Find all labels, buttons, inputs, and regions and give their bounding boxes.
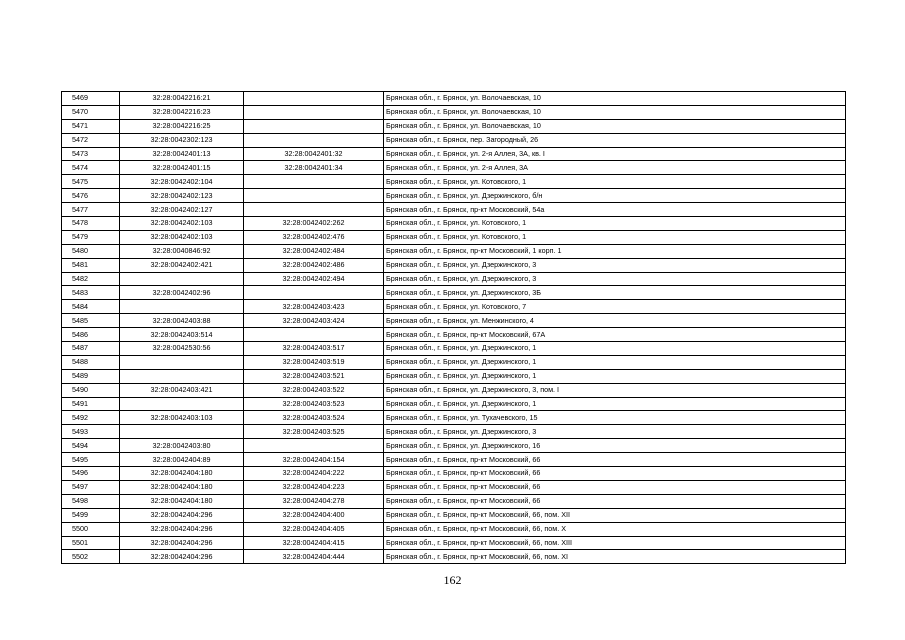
object-cadastral-number-cell: 32:28:0042403:522 xyxy=(244,383,384,397)
cadastral-number-cell xyxy=(120,369,244,383)
address-cell: Брянская обл., г. Брянск, ул. Дзержинского, 3, пом. I xyxy=(384,383,846,397)
cadastral-number-cell: 32:28:0042403:80 xyxy=(120,439,244,453)
table-row xyxy=(62,369,846,383)
row-number-cell: 5488 xyxy=(62,355,120,369)
table-row xyxy=(62,161,846,175)
cadastral-number-cell: 32:28:0042402:103 xyxy=(120,217,244,231)
address-cell: Брянская обл., г. Брянск, пр-кт Московский, 1 корп. 1 xyxy=(384,244,846,258)
object-cadastral-number-cell: 32:28:0042404:223 xyxy=(244,480,384,494)
object-cadastral-number-cell: 32:28:0042402:484 xyxy=(244,244,384,258)
object-cadastral-number-cell xyxy=(244,92,384,106)
cadastral-number-cell xyxy=(120,300,244,314)
address-cell: Брянская обл., г. Брянск, ул. Волочаевская, 10 xyxy=(384,105,846,119)
row-number-cell: 5495 xyxy=(62,453,120,467)
row-number-cell: 5491 xyxy=(62,397,120,411)
table-row xyxy=(62,105,846,119)
object-cadastral-number-cell: 32:28:0042403:517 xyxy=(244,342,384,356)
row-number-cell: 5501 xyxy=(62,536,120,550)
object-cadastral-number-cell xyxy=(244,439,384,453)
object-cadastral-number-cell: 32:28:0042404:154 xyxy=(244,453,384,467)
object-cadastral-number-cell: 32:28:0042403:521 xyxy=(244,369,384,383)
table-row xyxy=(62,203,846,217)
table-row xyxy=(62,342,846,356)
cadastral-number-cell: 32:28:0042404:180 xyxy=(120,480,244,494)
table-row xyxy=(62,439,846,453)
table-body xyxy=(62,92,846,564)
row-number-cell: 5499 xyxy=(62,508,120,522)
table-row xyxy=(62,119,846,133)
table-row xyxy=(62,314,846,328)
table-row xyxy=(62,300,846,314)
object-cadastral-number-cell xyxy=(244,105,384,119)
object-cadastral-number-cell: 32:28:0042404:415 xyxy=(244,536,384,550)
cadastral-number-cell: 32:28:0042404:180 xyxy=(120,494,244,508)
row-number-cell: 5471 xyxy=(62,119,120,133)
page-number: 162 xyxy=(443,573,462,587)
table-row xyxy=(62,397,846,411)
row-number-cell: 5489 xyxy=(62,369,120,383)
object-cadastral-number-cell xyxy=(244,119,384,133)
table-row xyxy=(62,425,846,439)
cadastral-number-cell: 32:28:0042402:96 xyxy=(120,286,244,300)
address-cell: Брянская обл., г. Брянск, пер. Загородный, 26 xyxy=(384,133,846,147)
row-number-cell: 5478 xyxy=(62,217,120,231)
address-cell: Брянская обл., г. Брянск, ул. Котовского, 7 xyxy=(384,300,846,314)
row-number-cell: 5502 xyxy=(62,550,120,564)
cadastral-number-cell: 32:28:0042404:296 xyxy=(120,522,244,536)
object-cadastral-number-cell: 32:28:0042404:400 xyxy=(244,508,384,522)
address-cell: Брянская обл., г. Брянск, ул. Дзержинского, 1 xyxy=(384,397,846,411)
address-cell: Брянская обл., г. Брянск, ул. Менжинского, 4 xyxy=(384,314,846,328)
object-cadastral-number-cell xyxy=(244,286,384,300)
row-number-cell: 5486 xyxy=(62,328,120,342)
table-row xyxy=(62,133,846,147)
address-cell: Брянская обл., г. Брянск, ул. Волочаевская, 10 xyxy=(384,92,846,106)
cadastral-number-cell: 32:28:0042302:123 xyxy=(120,133,244,147)
address-cell: Брянская обл., г. Брянск, пр-кт Московский, 66 xyxy=(384,494,846,508)
row-number-cell: 5469 xyxy=(62,92,120,106)
table-row xyxy=(62,230,846,244)
address-cell: Брянская обл., г. Брянск, ул. Дзержинского, 3 xyxy=(384,272,846,286)
row-number-cell: 5494 xyxy=(62,439,120,453)
table-row xyxy=(62,244,846,258)
row-number-cell: 5483 xyxy=(62,286,120,300)
row-number-cell: 5493 xyxy=(62,425,120,439)
cadastral-number-cell: 32:28:0042216:21 xyxy=(120,92,244,106)
cadastral-number-cell: 32:28:0042402:103 xyxy=(120,230,244,244)
cadastral-number-cell xyxy=(120,355,244,369)
object-cadastral-number-cell xyxy=(244,175,384,189)
address-cell: Брянская обл., г. Брянск, пр-кт Московский, 66 xyxy=(384,453,846,467)
table-row xyxy=(62,147,846,161)
row-number-cell: 5475 xyxy=(62,175,120,189)
cadastral-number-cell: 32:28:0042403:514 xyxy=(120,328,244,342)
row-number-cell: 5482 xyxy=(62,272,120,286)
row-number-cell: 5474 xyxy=(62,161,120,175)
object-cadastral-number-cell: 32:28:0042404:278 xyxy=(244,494,384,508)
object-cadastral-number-cell: 32:28:0042401:34 xyxy=(244,161,384,175)
address-cell: Брянская обл., г. Брянск, пр-кт Московский, 66, пом. XI xyxy=(384,550,846,564)
address-cell: Брянская обл., г. Брянск, ул. 2-я Аллея, 3А, кв. I xyxy=(384,147,846,161)
object-cadastral-number-cell: 32:28:0042403:519 xyxy=(244,355,384,369)
row-number-cell: 5480 xyxy=(62,244,120,258)
row-number-cell: 5496 xyxy=(62,467,120,481)
table-row xyxy=(62,508,846,522)
row-number-cell: 5479 xyxy=(62,230,120,244)
object-cadastral-number-cell: 32:28:0042404:222 xyxy=(244,467,384,481)
row-number-cell: 5490 xyxy=(62,383,120,397)
row-number-cell: 5472 xyxy=(62,133,120,147)
address-cell: Брянская обл., г. Брянск, ул. Дзержинского, 1 xyxy=(384,342,846,356)
object-cadastral-number-cell: 32:28:0042402:494 xyxy=(244,272,384,286)
address-cell: Брянская обл., г. Брянск, пр-кт Московский, 66 xyxy=(384,480,846,494)
object-cadastral-number-cell: 32:28:0042402:486 xyxy=(244,258,384,272)
address-cell: Брянская обл., г. Брянск, ул. Дзержинского, 3Б xyxy=(384,286,846,300)
object-cadastral-number-cell: 32:28:0042404:405 xyxy=(244,522,384,536)
cadastral-number-cell: 32:28:0042401:15 xyxy=(120,161,244,175)
table-row xyxy=(62,550,846,564)
cadastral-number-cell: 32:28:0042403:421 xyxy=(120,383,244,397)
table-row xyxy=(62,480,846,494)
table-row xyxy=(62,258,846,272)
cadastral-number-cell xyxy=(120,397,244,411)
row-number-cell: 5470 xyxy=(62,105,120,119)
cadastral-number-cell: 32:28:0042402:104 xyxy=(120,175,244,189)
address-cell: Брянская обл., г. Брянск, пр-кт Московский, 66 xyxy=(384,467,846,481)
cadastral-number-cell: 32:28:0042404:180 xyxy=(120,467,244,481)
object-cadastral-number-cell xyxy=(244,328,384,342)
address-cell: Брянская обл., г. Брянск, ул. Котовского, 1 xyxy=(384,230,846,244)
registry-table xyxy=(61,91,846,564)
table-row xyxy=(62,286,846,300)
row-number-cell: 5473 xyxy=(62,147,120,161)
cadastral-number-cell: 32:28:0042404:89 xyxy=(120,453,244,467)
cadastral-number-cell: 32:28:0042216:23 xyxy=(120,105,244,119)
address-cell: Брянская обл., г. Брянск, ул. Дзержинского, 3 xyxy=(384,425,846,439)
cadastral-number-cell: 32:28:0042401:13 xyxy=(120,147,244,161)
row-number-cell: 5481 xyxy=(62,258,120,272)
row-number-cell: 5485 xyxy=(62,314,120,328)
row-number-cell: 5492 xyxy=(62,411,120,425)
address-cell: Брянская обл., г. Брянск, ул. Котовского, 1 xyxy=(384,217,846,231)
row-number-cell: 5500 xyxy=(62,522,120,536)
row-number-cell: 5487 xyxy=(62,342,120,356)
cadastral-number-cell: 32:28:0042402:127 xyxy=(120,203,244,217)
cadastral-number-cell: 32:28:0042403:88 xyxy=(120,314,244,328)
object-cadastral-number-cell: 32:28:0042403:523 xyxy=(244,397,384,411)
row-number-cell: 5484 xyxy=(62,300,120,314)
address-cell: Брянская обл., г. Брянск, пр-кт Московский, 66, пом. XII xyxy=(384,508,846,522)
object-cadastral-number-cell xyxy=(244,133,384,147)
table-row xyxy=(62,272,846,286)
cadastral-number-cell: 32:28:0042402:123 xyxy=(120,189,244,203)
table-row xyxy=(62,383,846,397)
object-cadastral-number-cell: 32:28:0042403:525 xyxy=(244,425,384,439)
table-row xyxy=(62,411,846,425)
object-cadastral-number-cell: 32:28:0042401:32 xyxy=(244,147,384,161)
table-row xyxy=(62,189,846,203)
address-cell: Брянская обл., г. Брянск, ул. Дзержинского, 3 xyxy=(384,258,846,272)
cadastral-number-cell: 32:28:0040846:92 xyxy=(120,244,244,258)
object-cadastral-number-cell: 32:28:0042402:476 xyxy=(244,230,384,244)
table-row xyxy=(62,453,846,467)
object-cadastral-number-cell xyxy=(244,189,384,203)
cadastral-number-cell: 32:28:0042530:56 xyxy=(120,342,244,356)
cadastral-number-cell xyxy=(120,425,244,439)
cadastral-number-cell: 32:28:0042402:421 xyxy=(120,258,244,272)
table-row xyxy=(62,175,846,189)
table-row xyxy=(62,494,846,508)
table-row xyxy=(62,536,846,550)
table-row xyxy=(62,522,846,536)
address-cell: Брянская обл., г. Брянск, ул. Дзержинского, 1 xyxy=(384,369,846,383)
address-cell: Брянская обл., г. Брянск, ул. Котовского, 1 xyxy=(384,175,846,189)
object-cadastral-number-cell: 32:28:0042403:424 xyxy=(244,314,384,328)
address-cell: Брянская обл., г. Брянск, пр-кт Московский, 66, пом. XIII xyxy=(384,536,846,550)
row-number-cell: 5477 xyxy=(62,203,120,217)
object-cadastral-number-cell: 32:28:0042403:524 xyxy=(244,411,384,425)
address-cell: Брянская обл., г. Брянск, ул. Тухачевского, 15 xyxy=(384,411,846,425)
row-number-cell: 5497 xyxy=(62,480,120,494)
row-number-cell: 5476 xyxy=(62,189,120,203)
object-cadastral-number-cell: 32:28:0042404:444 xyxy=(244,550,384,564)
cadastral-number-cell: 32:28:0042403:103 xyxy=(120,411,244,425)
address-cell: Брянская обл., г. Брянск, ул. Дзержинского, 16 xyxy=(384,439,846,453)
row-number-cell: 5498 xyxy=(62,494,120,508)
address-cell: Брянская обл., г. Брянск, пр-кт Московский, 66, пом. X xyxy=(384,522,846,536)
cadastral-number-cell: 32:28:0042216:25 xyxy=(120,119,244,133)
address-cell: Брянская обл., г. Брянск, пр-кт Московский, 54а xyxy=(384,203,846,217)
table-row xyxy=(62,217,846,231)
table-row xyxy=(62,467,846,481)
address-cell: Брянская обл., г. Брянск, ул. Дзержинского, б/н xyxy=(384,189,846,203)
address-cell: Брянская обл., г. Брянск, ул. Дзержинского, 1 xyxy=(384,355,846,369)
address-cell: Брянская обл., г. Брянск, ул. Волочаевская, 10 xyxy=(384,119,846,133)
table-row xyxy=(62,355,846,369)
address-cell: Брянская обл., г. Брянск, пр-кт Московский, 67А xyxy=(384,328,846,342)
cadastral-number-cell xyxy=(120,272,244,286)
object-cadastral-number-cell xyxy=(244,203,384,217)
table-row xyxy=(62,92,846,106)
cadastral-number-cell: 32:28:0042404:296 xyxy=(120,508,244,522)
cadastral-number-cell: 32:28:0042404:296 xyxy=(120,550,244,564)
object-cadastral-number-cell: 32:28:0042402:262 xyxy=(244,217,384,231)
table-row xyxy=(62,328,846,342)
object-cadastral-number-cell: 32:28:0042403:423 xyxy=(244,300,384,314)
address-cell: Брянская обл., г. Брянск, ул. 2-я Аллея, 3А xyxy=(384,161,846,175)
cadastral-number-cell: 32:28:0042404:296 xyxy=(120,536,244,550)
